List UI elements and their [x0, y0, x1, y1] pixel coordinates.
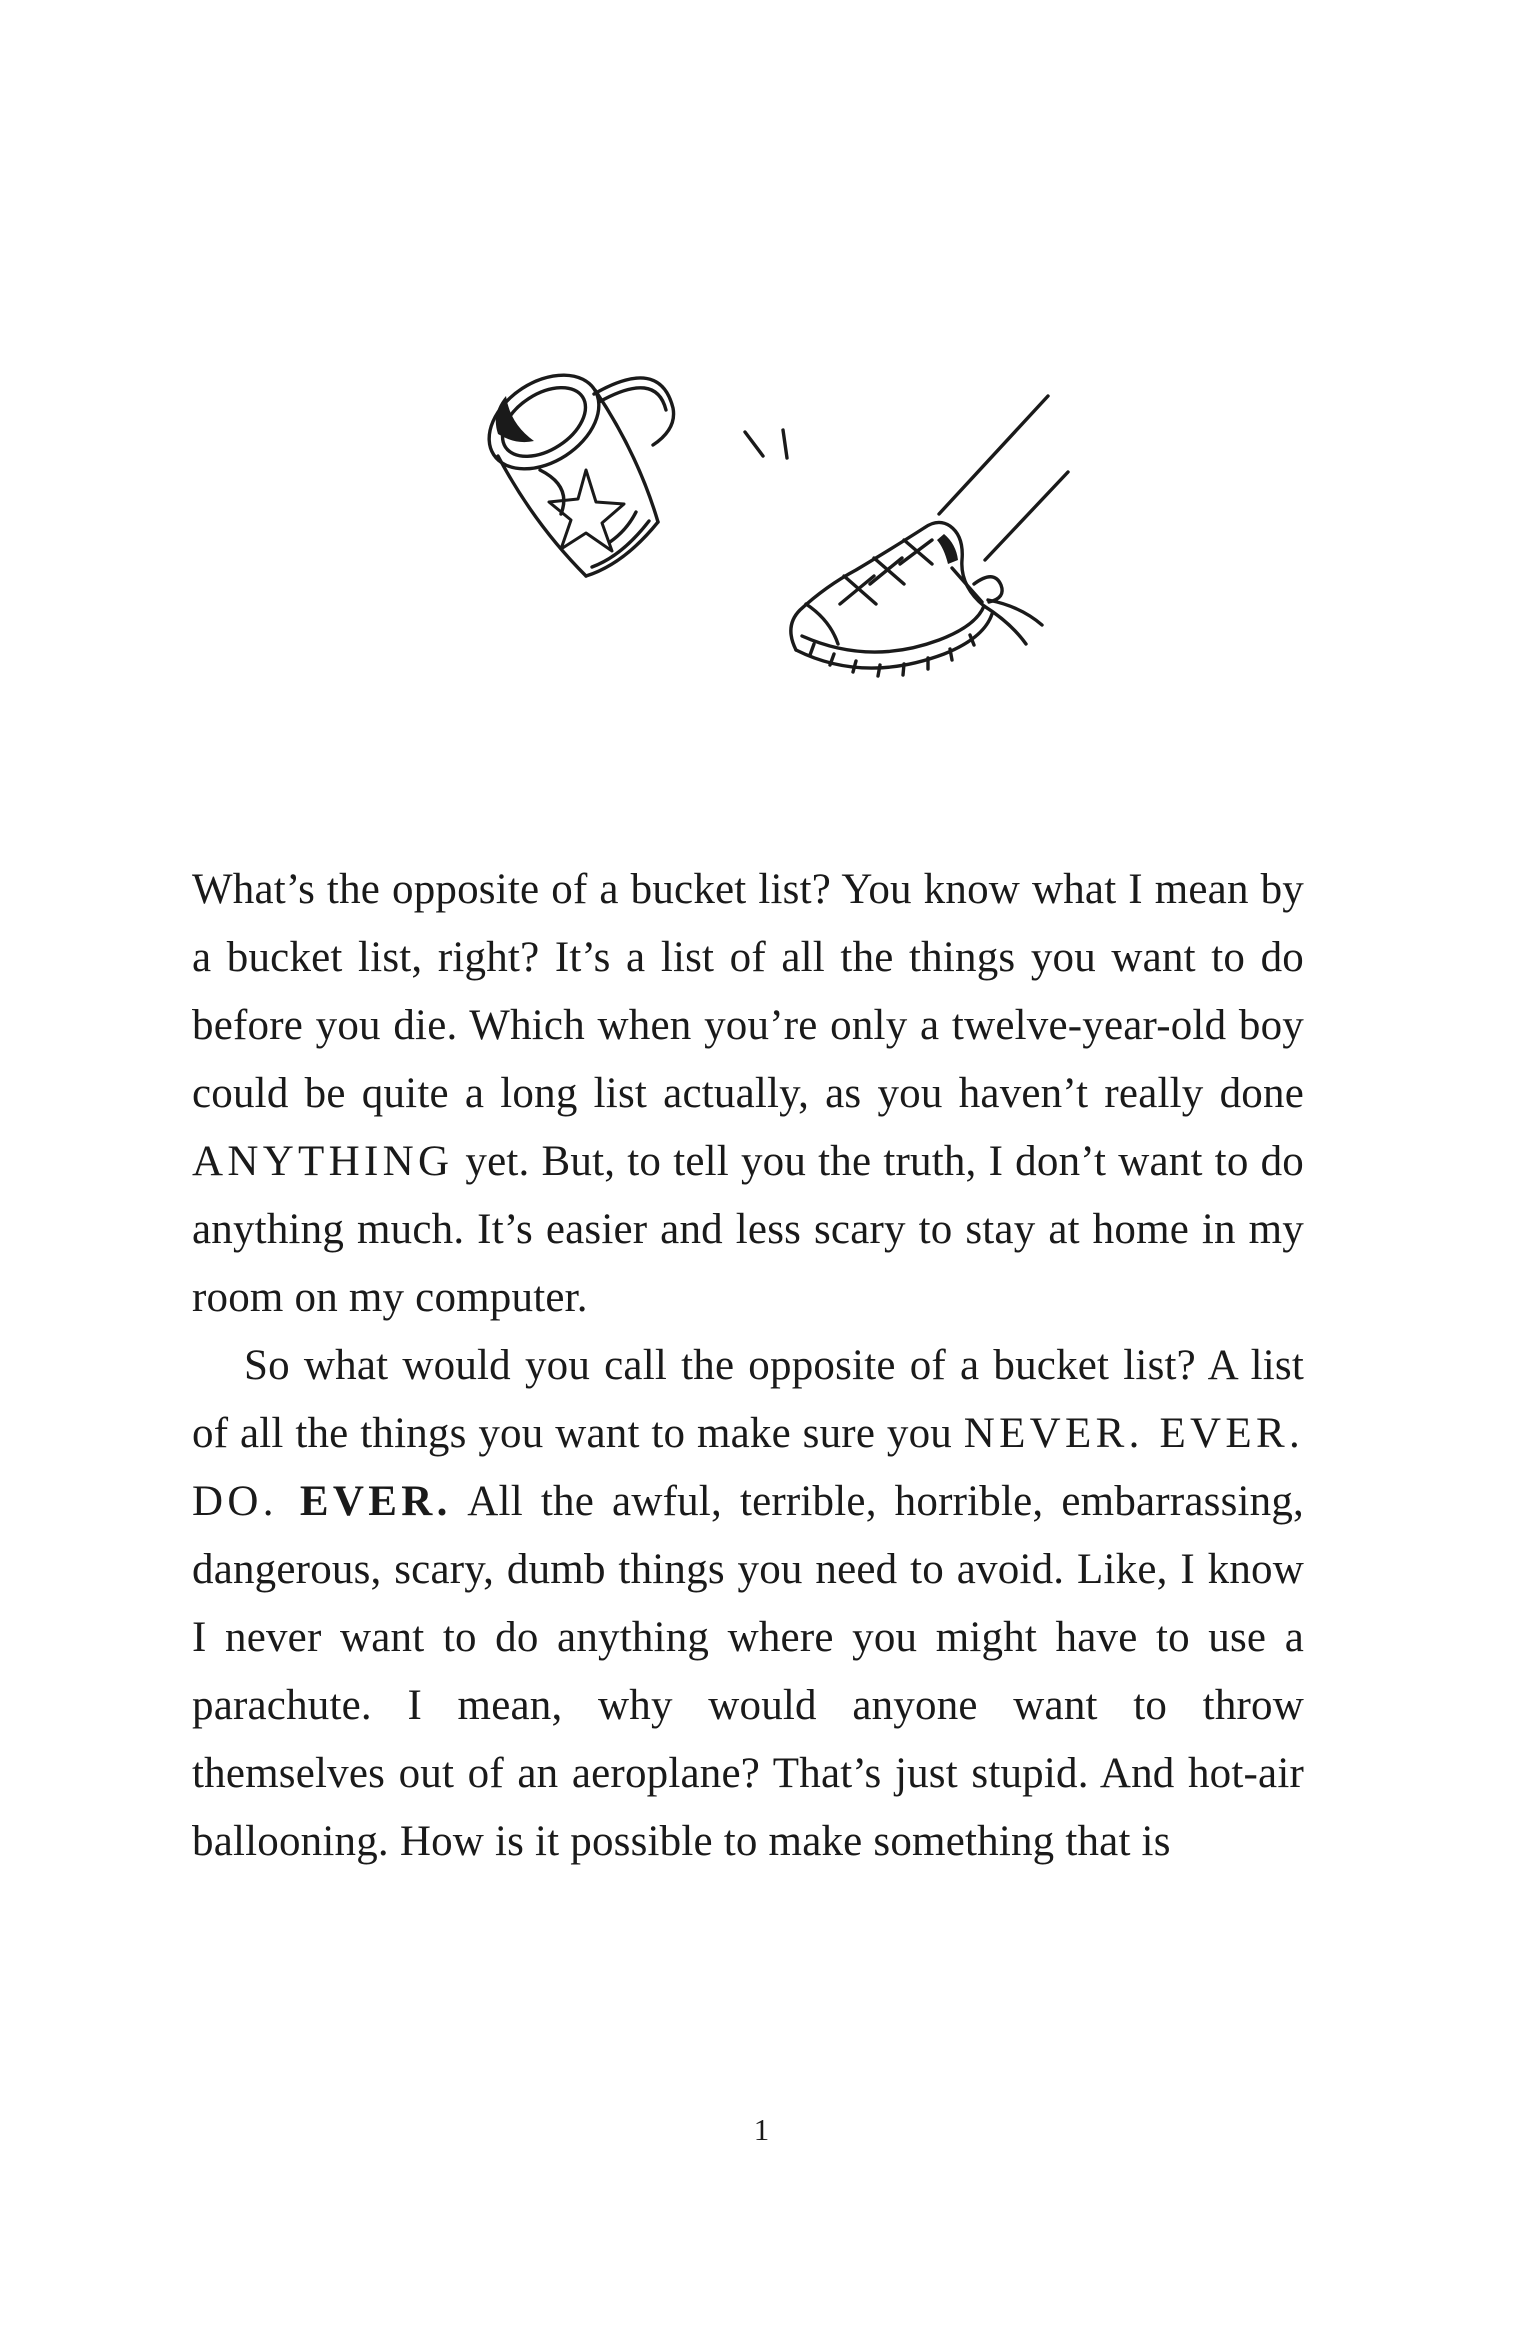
shoe-icon	[791, 396, 1068, 676]
text-segment: NEVER. EVER. DO.	[192, 1410, 1305, 1525]
kicked-bucket-illustration	[0, 352, 1524, 722]
text-segment: EVER.	[299, 1478, 452, 1525]
text-segment: All the awful, terrible, horrible, embarrassing, dangerous, scary, dumb things you need to avoid. Like, I know I never want to do anything where you might have to use a parachute. I mean, why would anyone want to throw themselves out of an aeroplane? That’s just stupid. And hot-air ballooning. How is it possible to make something that is	[192, 1478, 1304, 1865]
bucket-kick-sketch	[442, 352, 1082, 722]
paragraph	[192, 856, 1304, 1332]
text-segment: So what would you call the opposite of a bucket list? A list of all the things you want to make sure you	[192, 1342, 1304, 1457]
page-text	[192, 856, 1304, 1876]
text-segment: yet. But, to tell you the truth, I don’t want to do anything much. It’s easier and less scary to stay at home in my room on my computer.	[192, 1138, 1304, 1321]
paragraph	[192, 1332, 1304, 1876]
text-segment: ANYTHING	[192, 1138, 454, 1185]
motion-lines-icon	[745, 430, 787, 458]
page-number: 1	[753, 2112, 771, 2147]
text-segment: What’s the opposite of a bucket list? You know what I mean by a bucket list, right? It’s a list of all the things you want to do before you die. Which when you’re only a twelve-year-old boy could be quite a long list actually, as you haven’t really done	[192, 866, 1304, 1117]
bucket-icon	[472, 356, 674, 576]
